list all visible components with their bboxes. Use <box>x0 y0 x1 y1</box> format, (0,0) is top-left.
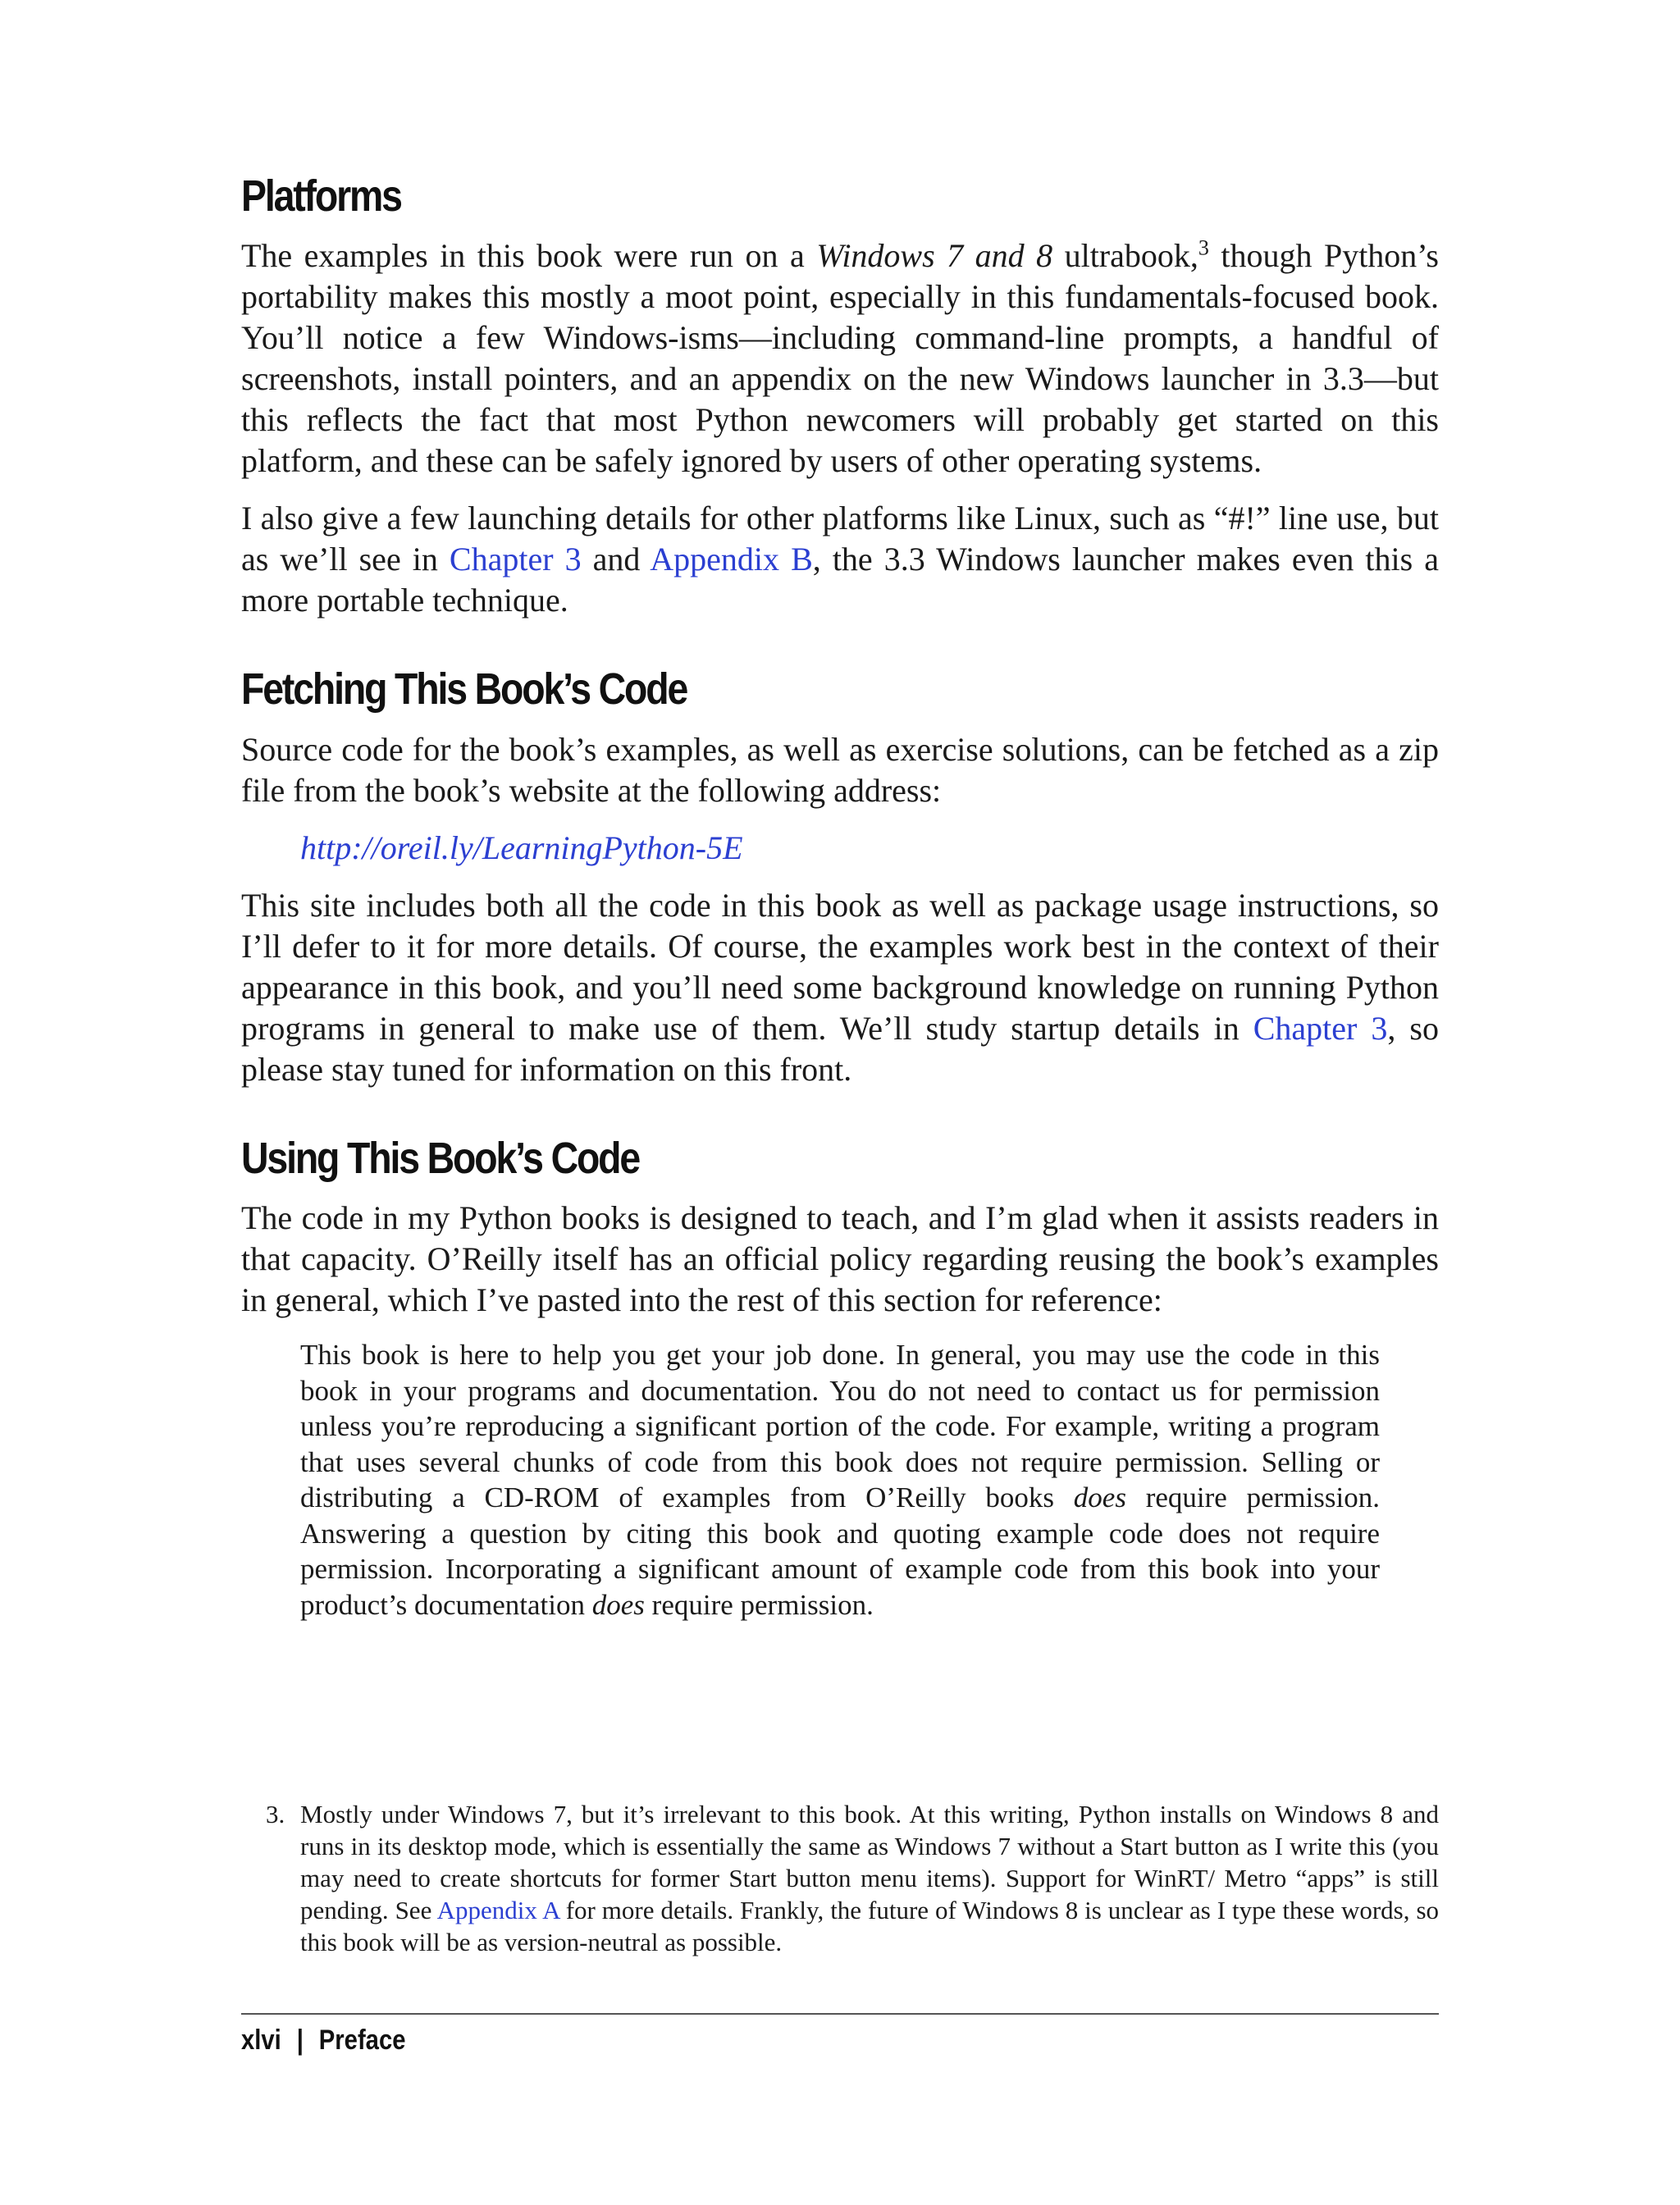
text-run: The examples in this book were run on a <box>241 237 817 275</box>
page-number: xlvi <box>241 2025 281 2056</box>
footer-section-title: Preface <box>318 2025 406 2056</box>
section-fetching <box>241 665 1439 1089</box>
text-run: Mostly under Windows 7, but it’s irrelevant to this book. At this writing, Python installs on Windows 8 and runs in its desktop mode, which is essentially the same as Windows 7 without a Start button as I write this (you may need to create shortcuts for former Start button menu items). Support for WinRT/ Metro “apps” is still pending. See <box>300 1800 1439 1924</box>
text-run: require permission. Answering a question by citing this book and quoting example code does not require permission. Incorporating a significant amount of example code from this book into your product’s documentation <box>300 1481 1380 1621</box>
text-run: ultrabook, <box>1052 237 1198 275</box>
paragraph-fetching-1: Source code for the book’s examples, as well as exercise solutions, can be fetched as a zip file from the book’s website at the following address: <box>241 730 1439 809</box>
heading-platforms: Platforms <box>241 171 401 221</box>
link-appendix-b[interactable]: Appendix B <box>650 541 813 578</box>
text-run: This site includes both all the code in this book as well as package usage instructions, so I’ll defer to it for more details. Of course, the examples work best in the context of their appearance in this book, and you’ll need some background knowledge on running Python programs in general to make use of them. We’ll study startup details in <box>241 886 1439 1047</box>
paragraph-fetching-2 <box>241 885 1439 1090</box>
link-chapter-3-startup[interactable]: Chapter 3 <box>1253 1009 1388 1047</box>
text-run: and <box>581 541 651 578</box>
footnote-ref-3[interactable]: 3 <box>1198 236 1209 261</box>
page-content <box>241 172 1439 1623</box>
link-appendix-a[interactable]: Appendix A <box>436 1896 559 1924</box>
text-run: though Python’s portability makes this mostly a moot point, especially in this fundamentals-focused book. You’ll notice a few Windows-isms—including command-line prompts, a handful of screenshots, install pointers, and an appendix on the new Windows launcher in 3.3—but this reflects the fact that most Python newcomers will probably get started on this platform, and these can be safely ignored by users of other operating systems. <box>241 237 1439 480</box>
policy-quote <box>300 1337 1380 1623</box>
footer-divider <box>241 2013 1439 2015</box>
text-run: , so please stay tuned for information on this front. <box>241 1009 1439 1088</box>
emphasis-does: does <box>591 1588 645 1621</box>
footnote-3 <box>241 1798 1439 1958</box>
text-run: for more details. Frankly, the future of Windows 8 is unclear as I type these words, so this book will be as version-neutral as possible. <box>300 1896 1440 1956</box>
text-run: , the 3.3 Windows launcher makes even this a more portable technique. <box>241 541 1440 619</box>
section-using <box>241 1134 1439 1623</box>
paragraph-platforms-2 <box>241 498 1439 621</box>
page-footer <box>241 2025 405 2057</box>
text-run: This book is here to help you get your job done. In general, you may use the code in this book in your programs and documentation. You do not need to contact us for permission unless you’re reproducing a significant portion of the code. For example, writing a program that uses several chunks of code from this book does not require permission. Selling or distributing a CD-ROM of examples from O’Reilly books <box>300 1339 1380 1514</box>
heading-fetching: Fetching This Book’s Code <box>241 664 687 714</box>
link-book-website[interactable]: http://oreil.ly/LearningPython-5E <box>300 829 743 866</box>
footnote-text <box>300 1798 1439 1958</box>
footer-separator: | <box>296 2025 304 2056</box>
heading-using: Using This Book’s Code <box>241 1133 640 1183</box>
text-run: I also give a few launching details for other platforms like Linux, such as “#!” line use, but as we’ll see in <box>241 500 1439 578</box>
footnote-number: 3. <box>266 1800 285 1828</box>
paragraph-using-1: The code in my Python books is designed to teach, and I’m glad when it assists readers in that capacity. O’Reilly itself has an official policy regarding reusing the book’s examples in general, which I’ve pasted into the rest of this section for reference: <box>241 1199 1439 1319</box>
emphasis-windows: Windows 7 and 8 <box>816 237 1053 275</box>
paragraph-platforms-1 <box>241 235 1439 482</box>
text-run: require permission. <box>644 1588 874 1621</box>
section-platforms <box>241 172 1439 621</box>
emphasis-does: does <box>1073 1481 1126 1514</box>
link-chapter-3[interactable]: Chapter 3 <box>449 541 582 578</box>
